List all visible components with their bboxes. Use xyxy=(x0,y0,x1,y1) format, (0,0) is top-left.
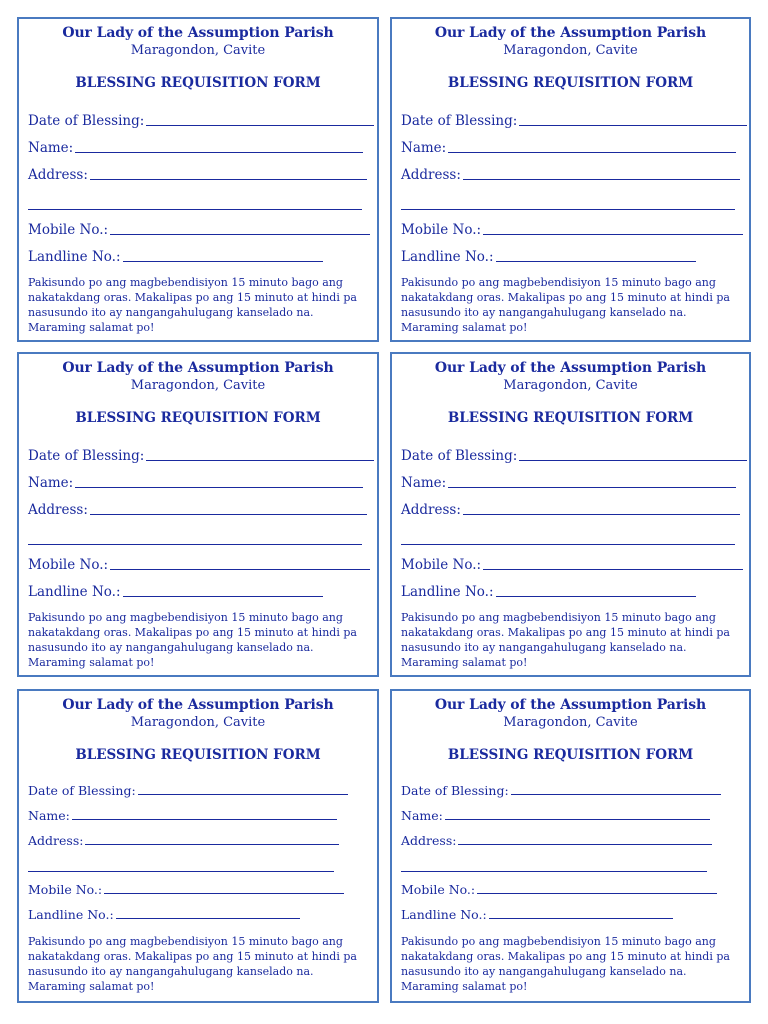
mobile-field[interactable] xyxy=(28,557,370,573)
landline-line[interactable] xyxy=(123,260,323,262)
name-field[interactable] xyxy=(28,475,363,491)
address-line-2[interactable] xyxy=(28,209,362,210)
parish-location: Maragondon, Cavite xyxy=(130,715,266,730)
address-line[interactable] xyxy=(463,513,740,515)
landline-line[interactable] xyxy=(123,595,323,597)
date-of-blessing-line[interactable] xyxy=(146,124,374,126)
parish-name: Our Lady of the Assumption Parish xyxy=(434,360,707,376)
parish-name: Our Lady of the Assumption Parish xyxy=(62,360,334,376)
mobile-label: Mobile No.: xyxy=(401,882,476,897)
date-of-blessing-label: Date of Blessing: xyxy=(28,448,145,464)
name-line[interactable] xyxy=(445,818,710,820)
pickup-note: Pakisundo po ang magbebendisiyon 15 minuto bago ang nakatakdang oras. Makalipas po ang 15 minuto at hindi pa nasusundo ito ay nangangahulugang kanselado na. Maraming salamat po! xyxy=(28,611,357,669)
mobile-label: Mobile No.: xyxy=(28,222,109,238)
address-line[interactable] xyxy=(90,513,367,515)
address-label: Address: xyxy=(28,833,84,848)
landline-label: Landline No.: xyxy=(401,584,494,600)
landline-label: Landline No.: xyxy=(28,249,121,265)
landline-field[interactable] xyxy=(401,584,696,600)
date-of-blessing-field[interactable] xyxy=(401,113,747,129)
parish-name: Our Lady of the Assumption Parish xyxy=(434,25,707,41)
pickup-note: Pakisundo po ang magbebendisiyon 15 minuto bago ang nakatakdang oras. Makalipas po ang 15 minuto at hindi pa nasusundo ito ay nangangahulugang kanselado na. Maraming salamat po! xyxy=(401,611,730,669)
name-field[interactable] xyxy=(28,140,363,156)
pickup-note: Pakisundo po ang magbebendisiyon 15 minuto bago ang nakatakdang oras. Makalipas po ang 15 minuto at hindi pa nasusundo ito ay nangangahulugang kanselado na. Maraming salamat po! xyxy=(401,276,730,334)
address-line-2[interactable] xyxy=(401,209,735,210)
mobile-line[interactable] xyxy=(104,892,344,894)
name-line[interactable] xyxy=(75,151,363,153)
name-field[interactable] xyxy=(401,475,736,491)
date-of-blessing-line[interactable] xyxy=(519,459,747,461)
date-of-blessing-label: Date of Blessing: xyxy=(401,783,509,798)
name-field[interactable] xyxy=(28,808,337,823)
requisition-form-card xyxy=(390,17,751,342)
date-of-blessing-field[interactable] xyxy=(401,448,747,464)
name-label: Name: xyxy=(28,808,70,823)
date-of-blessing-label: Date of Blessing: xyxy=(28,113,145,129)
parish-name: Our Lady of the Assumption Parish xyxy=(434,697,707,713)
date-of-blessing-field[interactable] xyxy=(28,448,374,464)
mobile-label: Mobile No.: xyxy=(28,557,109,573)
landline-line[interactable] xyxy=(496,595,696,597)
form-title: BLESSING REQUISITION FORM xyxy=(447,75,694,91)
parish-location: Maragondon, Cavite xyxy=(503,43,638,58)
name-label: Name: xyxy=(401,808,443,823)
landline-label: Landline No.: xyxy=(28,907,114,922)
mobile-label: Mobile No.: xyxy=(401,557,482,573)
date-of-blessing-line[interactable] xyxy=(138,793,348,795)
mobile-line[interactable] xyxy=(483,568,743,570)
address-line[interactable] xyxy=(85,843,339,845)
parish-location: Maragondon, Cavite xyxy=(503,715,638,730)
parish-location: Maragondon, Cavite xyxy=(130,378,266,393)
address-label: Address: xyxy=(28,167,88,183)
landline-line[interactable] xyxy=(116,917,300,919)
name-label: Name: xyxy=(401,475,447,491)
date-of-blessing-line[interactable] xyxy=(511,793,721,795)
name-label: Name: xyxy=(401,140,447,156)
landline-field[interactable] xyxy=(401,907,673,922)
mobile-field[interactable] xyxy=(401,222,743,238)
address-field[interactable] xyxy=(28,502,367,518)
address-label: Address: xyxy=(28,502,88,518)
mobile-field[interactable] xyxy=(401,557,743,573)
address-field[interactable] xyxy=(28,833,339,848)
form-title: BLESSING REQUISITION FORM xyxy=(447,747,694,763)
form-title: BLESSING REQUISITION FORM xyxy=(447,410,694,426)
address-line-2[interactable] xyxy=(401,544,735,545)
name-line[interactable] xyxy=(72,818,337,820)
address-field[interactable] xyxy=(401,833,712,848)
mobile-line[interactable] xyxy=(483,233,743,235)
name-label: Name: xyxy=(28,140,74,156)
form-title: BLESSING REQUISITION FORM xyxy=(75,75,321,91)
landline-field[interactable] xyxy=(28,907,300,922)
mobile-field[interactable] xyxy=(401,882,717,897)
pickup-note: Pakisundo po ang magbebendisiyon 15 minuto bago ang nakatakdang oras. Makalipas po ang 15 minuto at hindi pa nasusundo ito ay nangangahulugang kanselado na. Maraming salamat po! xyxy=(28,935,357,993)
landline-label: Landline No.: xyxy=(401,249,494,265)
address-field[interactable] xyxy=(401,167,740,183)
address-label: Address: xyxy=(401,502,461,518)
name-line[interactable] xyxy=(448,151,736,153)
address-line[interactable] xyxy=(458,843,712,845)
name-field[interactable] xyxy=(401,808,710,823)
requisition-form-card xyxy=(390,352,751,677)
requisition-form-card xyxy=(17,352,379,677)
pickup-note: Pakisundo po ang magbebendisiyon 15 minuto bago ang nakatakdang oras. Makalipas po ang 15 minuto at hindi pa nasusundo ito ay nangangahulugang kanselado na. Maraming salamat po! xyxy=(28,276,357,334)
date-of-blessing-field[interactable] xyxy=(28,783,348,798)
form-title: BLESSING REQUISITION FORM xyxy=(75,410,321,426)
address-label: Address: xyxy=(401,833,457,848)
landline-line[interactable] xyxy=(496,260,696,262)
mobile-line[interactable] xyxy=(110,233,370,235)
mobile-line[interactable] xyxy=(477,892,717,894)
parish-name: Our Lady of the Assumption Parish xyxy=(62,25,334,41)
pickup-note: Pakisundo po ang magbebendisiyon 15 minuto bago ang nakatakdang oras. Makalipas po ang 15 minuto at hindi pa nasusundo ito ay nangangahulugang kanselado na. Maraming salamat po! xyxy=(401,935,730,993)
address-line-2[interactable] xyxy=(401,871,707,872)
mobile-label: Mobile No.: xyxy=(401,222,482,238)
address-line-2[interactable] xyxy=(28,544,362,545)
parish-name: Our Lady of the Assumption Parish xyxy=(62,697,334,713)
date-of-blessing-field[interactable] xyxy=(401,783,721,798)
requisition-form-card xyxy=(17,689,379,1003)
requisition-form-card xyxy=(17,17,379,342)
form-title: BLESSING REQUISITION FORM xyxy=(75,747,321,763)
address-field[interactable] xyxy=(28,167,367,183)
date-of-blessing-label: Date of Blessing: xyxy=(401,113,518,129)
landline-label: Landline No.: xyxy=(401,907,487,922)
name-line[interactable] xyxy=(448,486,736,488)
date-of-blessing-field[interactable] xyxy=(28,113,374,129)
name-label: Name: xyxy=(28,475,74,491)
mobile-line[interactable] xyxy=(110,568,370,570)
date-of-blessing-line[interactable] xyxy=(146,459,374,461)
address-line[interactable] xyxy=(90,178,367,180)
landline-line[interactable] xyxy=(489,917,673,919)
parish-location: Maragondon, Cavite xyxy=(130,43,266,58)
landline-field[interactable] xyxy=(401,249,696,265)
parish-location: Maragondon, Cavite xyxy=(503,378,638,393)
mobile-field[interactable] xyxy=(28,882,344,897)
date-of-blessing-label: Date of Blessing: xyxy=(401,448,518,464)
address-line-2[interactable] xyxy=(28,871,334,872)
address-line[interactable] xyxy=(463,178,740,180)
name-field[interactable] xyxy=(401,140,736,156)
landline-field[interactable] xyxy=(28,249,323,265)
landline-field[interactable] xyxy=(28,584,323,600)
address-field[interactable] xyxy=(401,502,740,518)
name-line[interactable] xyxy=(75,486,363,488)
date-of-blessing-line[interactable] xyxy=(519,124,747,126)
mobile-label: Mobile No.: xyxy=(28,882,103,897)
mobile-field[interactable] xyxy=(28,222,370,238)
landline-label: Landline No.: xyxy=(28,584,121,600)
requisition-form-card xyxy=(390,689,751,1003)
address-label: Address: xyxy=(401,167,461,183)
date-of-blessing-label: Date of Blessing: xyxy=(28,783,136,798)
